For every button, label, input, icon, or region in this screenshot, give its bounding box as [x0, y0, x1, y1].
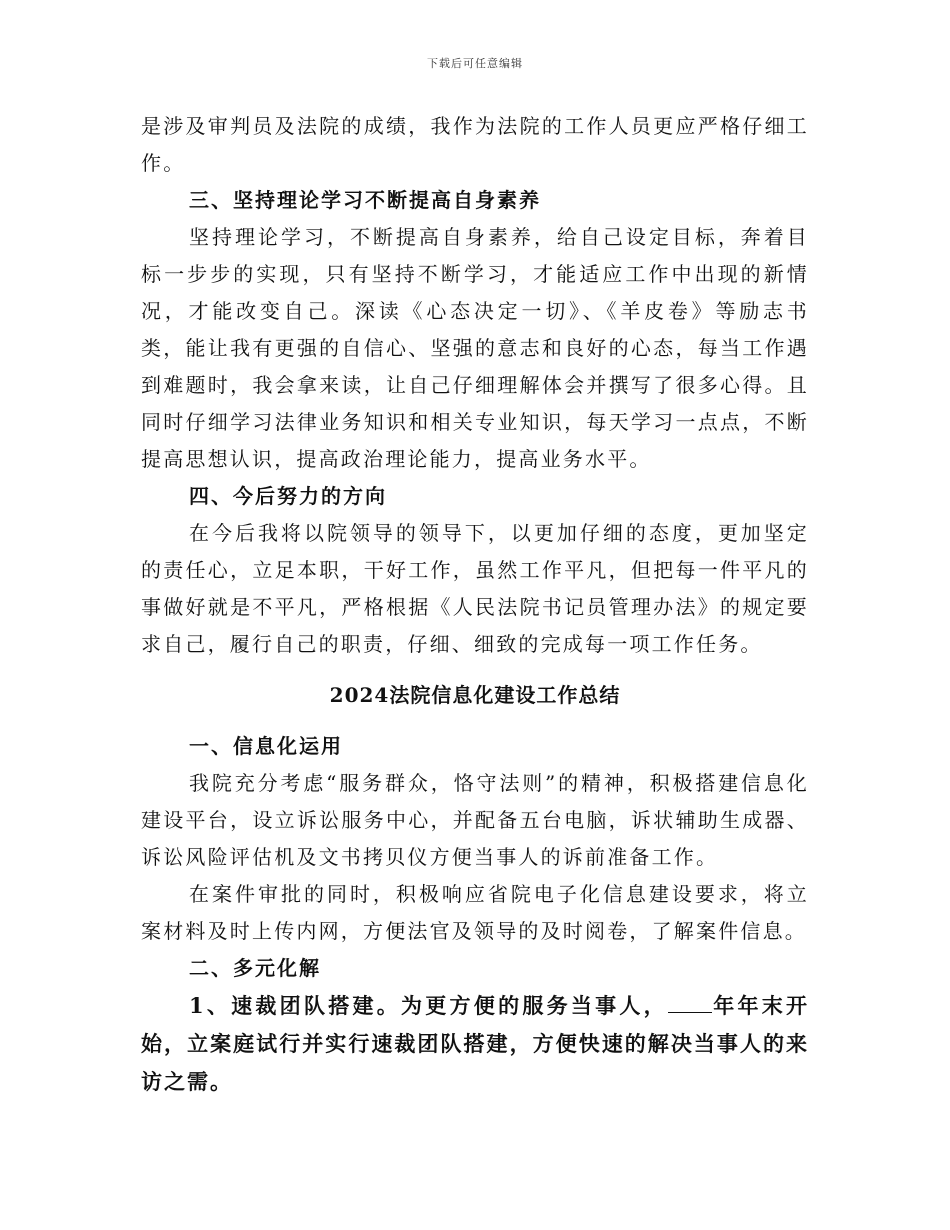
document-body [141, 108, 809, 1101]
fast-track-text-after: 年年末开始，立案庭试行并实行速裁团队搭建，方便快速的解决当事人的来访之需。 [141, 993, 809, 1094]
paragraph-fast-track-team [141, 987, 809, 1101]
blank-underline [668, 992, 712, 1013]
document-title: 2024法院信息化建设工作总结 [329, 683, 621, 707]
section-heading-3: 三、坚持理论学习不断提高自身素养 [189, 188, 541, 212]
paragraph-continuation: 是涉及审判员及法院的成绩，我作为法院的工作人员更应严格仔细工作。 [141, 114, 809, 175]
fast-track-text-before: 1、速裁团队搭建。为更方便的服务当事人， [189, 993, 668, 1018]
section-heading-informatization: 一、信息化运用 [189, 734, 343, 758]
paragraph-future-direction: 在今后我将以院领导的领导下，以更加仔细的态度，更加坚定的责任心，立足本职，干好工作，虽然工作平凡，但把每一件平凡的事做好就是不平凡，严格根据《人民法院书记员管理办法》的规定要求自己，履行自己的职责，仔细、细致的完成每一项工作任务。 [141, 521, 809, 656]
paragraph-service-center: 我院充分考虑“服务群众，恪守法则”的精神，积极搭建信息化建设平台，设立诉讼服务中心，并配备五台电脑，诉状辅助生成器、诉讼风险评估机及文书拷贝仪方便当事人的诉前准备工作。 [141, 771, 809, 869]
paragraph-study: 坚持理论学习，不断提高自身素养，给自己设定目标，奔着目标一步步的实现，只有坚持不断学习，才能适应工作中出现的新情况，才能改变自己。深读《心态决定一切》、《羊皮卷》等励志书类，能让我有更强的自信心、坚强的意志和良好的心态，每当工作遇到难题时，我会拿来读，让自己仔细理解体会并撰写了很多心得。且同时仔细学习法律业务知识和相关专业知识，每天学习一点点，不断提高思想认识，提高政治理论能力，提高业务水平。 [141, 225, 809, 471]
paragraph-case-upload: 在案件审批的同时，积极响应省院电子化信息建设要求，将立案材料及时上传内网，方便法官及领导的及时阅卷，了解案件信息。 [141, 882, 809, 943]
section-heading-4: 四、今后努力的方向 [189, 484, 387, 508]
header-note: 下载后可任意编辑 [427, 57, 523, 70]
section-heading-diversified: 二、多元化解 [189, 956, 321, 980]
